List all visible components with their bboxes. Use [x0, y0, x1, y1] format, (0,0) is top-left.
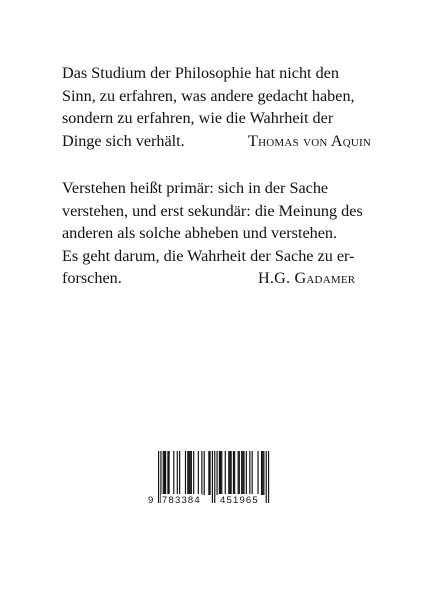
quote-line-last: [62, 130, 402, 153]
barcode-bar: [243, 451, 244, 495]
barcode-bar: [209, 451, 210, 495]
barcode-bar: [201, 451, 202, 495]
barcode-bar: [163, 451, 164, 495]
barcode-bar: [261, 451, 262, 495]
barcode-bar: [221, 451, 222, 495]
isbn-lead-digit: 9: [148, 495, 154, 506]
quote-line: Es geht darum, die Wahrheit der Sache zu er-: [62, 246, 355, 265]
barcode-bar: [179, 451, 180, 495]
quote-line: Sinn, zu erfahren, was andere gedacht haben,: [62, 86, 355, 105]
isbn-number: [149, 494, 277, 508]
barcode-bar: [185, 451, 186, 495]
barcode-bar: [257, 451, 258, 495]
barcode-bar: [228, 451, 229, 495]
isbn-group-right: 451965: [220, 495, 259, 506]
barcode-bar: [190, 451, 191, 495]
barcode-bar: [220, 451, 221, 495]
quote-line: anderen als solche abheben und verstehen.: [62, 224, 338, 242]
isbn-group-left: 783384: [162, 495, 201, 506]
quote-gadamer: [62, 177, 402, 290]
barcode-bar: [208, 451, 209, 495]
barcode-bar: [198, 451, 199, 495]
barcode-bar: [263, 451, 264, 495]
barcode-bar: [187, 451, 188, 495]
quote-line: forschen.: [62, 269, 122, 287]
barcode-bar: [193, 451, 194, 495]
quote-line: Verstehen heißt primär: sich in der Sache: [62, 179, 329, 197]
barcode-bar: [229, 451, 230, 495]
quote-line: Dinge sich verhält.: [62, 131, 185, 150]
barcode-bar: [233, 451, 234, 495]
quote-line: verstehen, und erst sekundär: die Meinung des: [62, 201, 363, 220]
barcode-bar: [173, 451, 174, 495]
barcode-bar: [239, 451, 240, 495]
barcode-bar: [219, 451, 220, 495]
barcode-bar: [217, 451, 218, 495]
barcode-bar: [242, 451, 243, 495]
barcode-bar: [262, 451, 263, 495]
barcode-bar: [204, 451, 205, 495]
quote-aquin: [62, 62, 402, 152]
barcode-bar: [167, 451, 168, 495]
quote-author: H.G. Gadamer: [258, 269, 356, 287]
barcode-bar: [234, 451, 235, 495]
barcode-bar: [231, 451, 232, 495]
barcode-bar: [249, 451, 250, 495]
quote-author: Thomas von Aquin: [248, 131, 372, 150]
barcode-bar: [164, 451, 165, 495]
barcode-bar: [177, 451, 178, 495]
quote-line-last: [62, 267, 402, 290]
barcode-bar: [188, 451, 189, 495]
barcode-bar: [238, 451, 239, 495]
quote-line: sondern zu erfahren, wie die Wahrheit der: [62, 109, 334, 127]
barcode-bar: [246, 451, 247, 495]
barcode-bar: [241, 451, 242, 495]
barcode-bar: [169, 451, 170, 495]
isbn-barcode: [149, 451, 277, 509]
quote-line: Das Studium der Philosophie hat nicht den: [62, 64, 339, 82]
barcode-bar: [225, 451, 226, 495]
barcode-bar: [252, 451, 253, 495]
barcode-bar: [165, 451, 166, 495]
barcode-bar: [191, 451, 192, 495]
